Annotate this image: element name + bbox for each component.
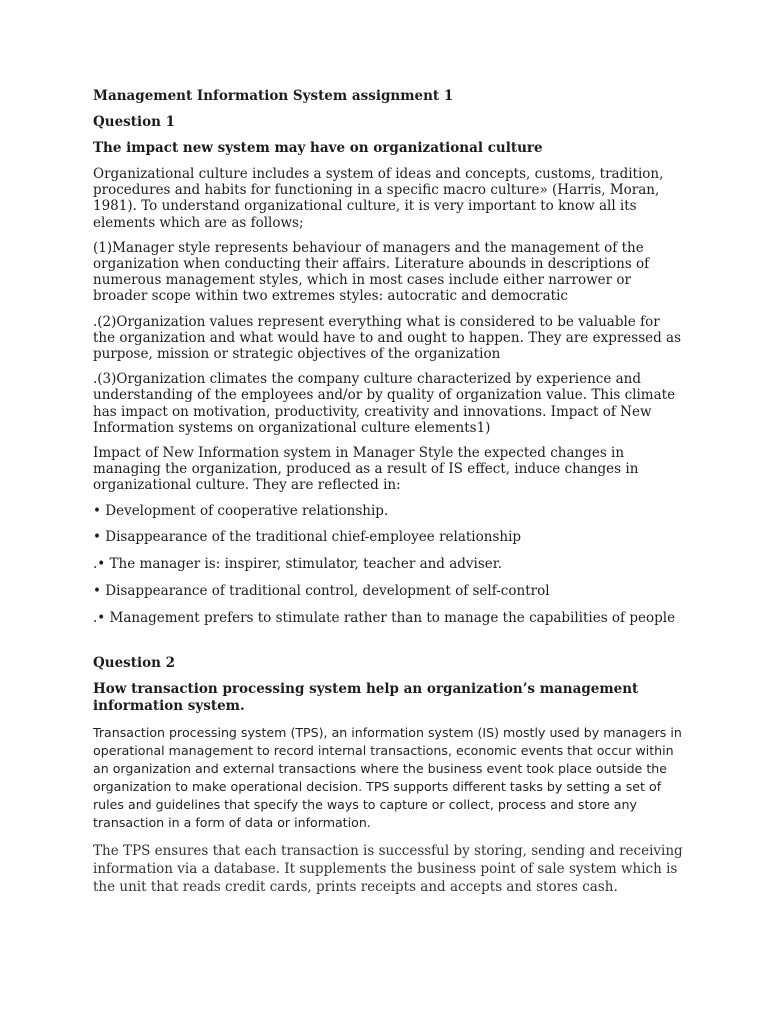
paragraph: .(2)Organization values represent everything what is considered to be valuable for the organization and what would have to and ought to happen. They are expressed as purpose, mission or strategic objectives of the organization — [93, 313, 682, 363]
paragraph: The TPS ensures that each transaction is successful by storing, sending and receiving information via a database. It supplements the business point of sale system which is the unit that reads credit cards, prints receipts and accepts and stores cash. — [93, 842, 683, 895]
paragraph: Transaction processing system (TPS), an information system (IS) mostly used by managers in operational management to record internal transactions, economic events that occur within an organization and external transactions where the business event took place outside the organization to make operational decision. TPS supports different tasks by setting a set of rules and guidelines that specify the ways to capture or collect, process and store any transaction in a form of data or information. — [93, 724, 682, 830]
paragraph: (1)Manager style represents behaviour of managers and the management of the organization when conducting their affairs. Literature abounds in descriptions of numerous management styles, which in most cases include either narrower or broader scope within two extremes styles: autocratic and democratic — [93, 239, 650, 305]
document-title: Management Information System assignment 1 — [93, 88, 454, 104]
question-1-subheading: The impact new system may have on organizational culture — [93, 140, 543, 156]
bullet-item: • Development of cooperative relationship. — [93, 502, 389, 519]
bullet-item: • Disappearance of the traditional chief-employee relationship — [93, 529, 522, 546]
paragraph: Organizational culture includes a system of ideas and concepts, customs, tradition, procedures and habits for functioning in a specific macro culture» (Harris, Moran, 1981). To understand organizational culture, it is very important to know all its elements which are as follows; — [93, 166, 664, 231]
question-2-subheading: How transaction processing system help an organization’s management information system. — [93, 680, 639, 714]
bullet-item: .• Management prefers to stimulate rather than to manage the capabilities of people — [93, 609, 676, 626]
bullet-item: .• The manager is: inspirer, stimulator, teacher and adviser. — [93, 556, 503, 573]
document-page — [93, 88, 683, 896]
bullet-item: • Disappearance of traditional control, development of self-control — [93, 583, 550, 600]
paragraph: .(3)Organization climates the company culture characterized by experience and understanding of the employees and/or by quality of organization value. This climate has impact on motivation, productivity, creativity and innovations. Impact of New Information systems on organizational culture elements1) — [93, 371, 676, 436]
section-spacer — [93, 637, 683, 655]
question-2-heading: Question 2 — [93, 654, 176, 671]
paragraph: Impact of New Information system in Manager Style the expected changes in managing the organization, produced as a result of IS effect, induce changes in organizational culture. They are reflected in: — [93, 445, 639, 494]
question-1-heading: Question 1 — [93, 114, 176, 130]
